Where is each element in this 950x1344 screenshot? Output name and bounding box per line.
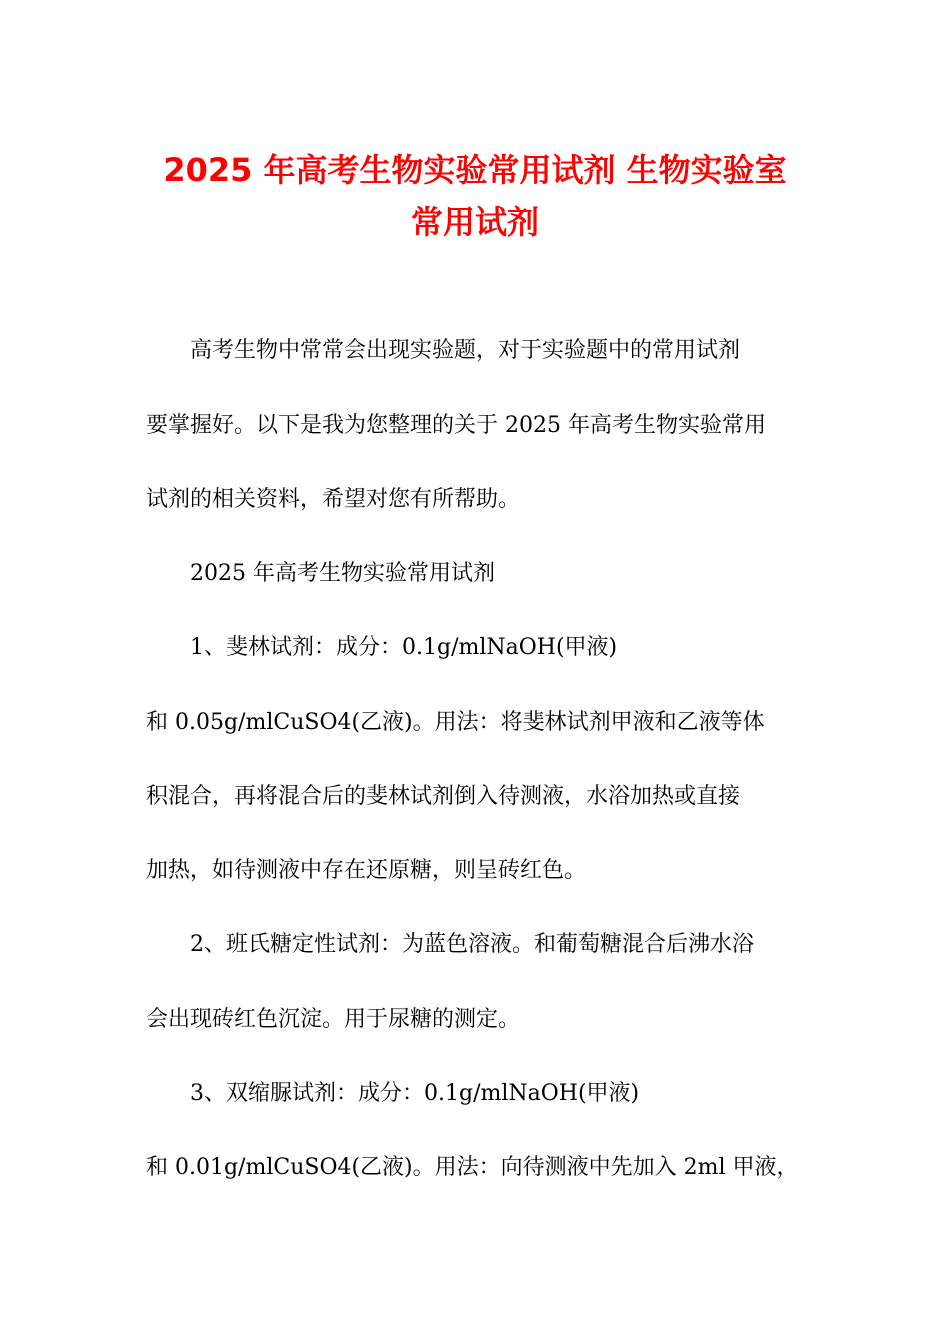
paragraph-line: 3、双缩脲试剂：成分：0.1g/mlNaOH(甲液): [190, 1081, 640, 1106]
document-title-line-2: 常用试剂: [410, 203, 539, 241]
section-heading: 2025 年高考生物实验常用试剂: [190, 561, 495, 586]
paragraph-line: 会出现砖红色沉淀。用于尿糖的测定。: [146, 1007, 521, 1032]
paragraph-line: 高考生物中常常会出现实验题，对于实验题中的常用试剂: [190, 338, 741, 363]
paragraph-line: 2、班氏糖定性试剂：为蓝色溶液。和葡萄糖混合后沸水浴: [190, 932, 754, 957]
paragraph-line: 1、斐林试剂：成分：0.1g/mlNaOH(甲液): [190, 635, 618, 660]
document-title-line-1: 2025 年高考生物实验常用试剂 生物实验室: [163, 151, 787, 189]
paragraph-line: 要掌握好。以下是我为您整理的关于 2025 年高考生物实验常用: [146, 413, 766, 438]
paragraph-line: 和 0.05g/mlCuSO4(乙液)。用法：将斐林试剂甲液和乙液等体: [146, 710, 765, 735]
paragraph-line: 加热，如待测液中存在还原糖，则呈砖红色。: [146, 858, 587, 883]
paragraph-line: 积混合，再将混合后的斐林试剂倒入待测液，水浴加热或直接: [146, 784, 741, 809]
paragraph-line: 和 0.01g/mlCuSO4(乙液)。用法：向待测液中先加入 2ml 甲液，: [146, 1155, 799, 1180]
paragraph-line: 试剂的相关资料，希望对您有所帮助。: [146, 487, 521, 512]
